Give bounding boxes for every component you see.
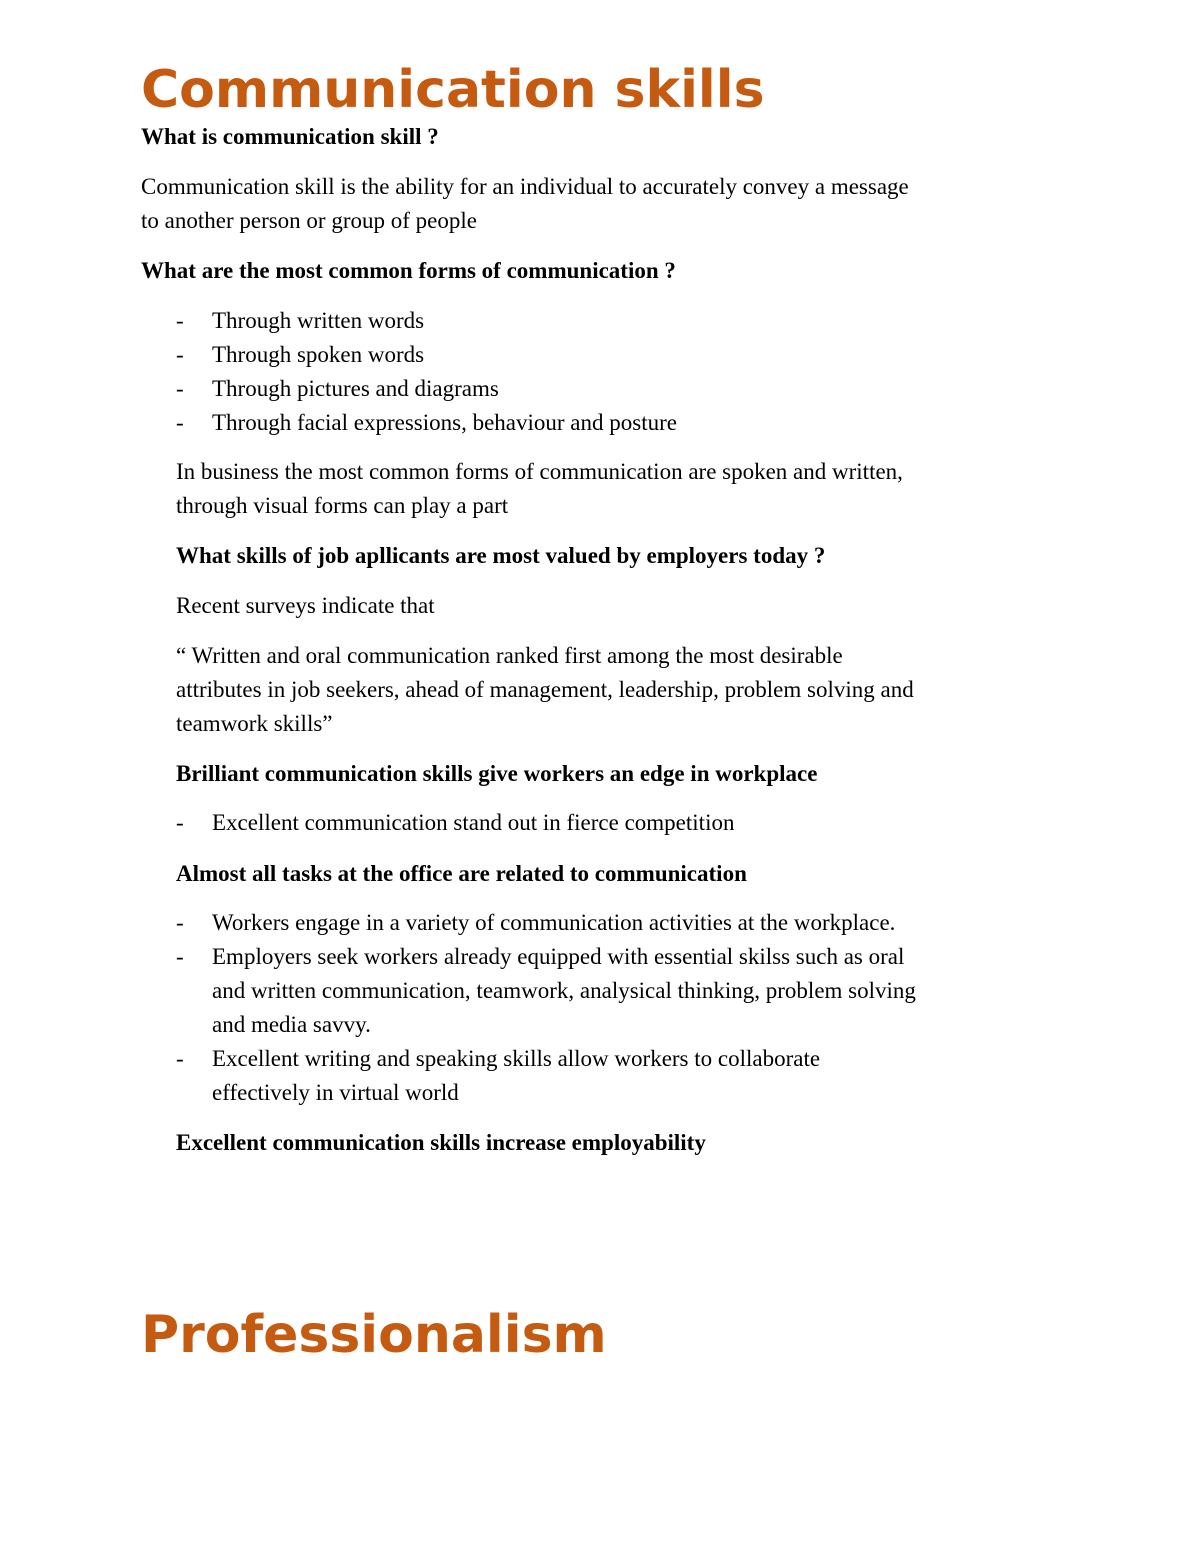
bullet-marker: - xyxy=(176,342,184,367)
question-common-forms: What are the most common forms of communication ? xyxy=(141,258,676,283)
bullet-marker: - xyxy=(176,410,184,435)
heading-communication-skills: Communication skills xyxy=(141,60,765,120)
list-item: Excellent writing and speaking skills allow workers to collaborate xyxy=(212,1046,821,1071)
quote-line-2: attributes in job seekers, ahead of management, leadership, problem solving and xyxy=(176,677,914,702)
question-what-is-communication: What is communication skill ? xyxy=(141,124,439,149)
list-item-continuation: and media savvy. xyxy=(212,1012,371,1037)
heading-office-tasks: Almost all tasks at the office are related to communication xyxy=(176,861,747,886)
list-item: Through pictures and diagrams xyxy=(212,376,499,401)
quote-line-3: teamwork skills” xyxy=(176,711,333,736)
business-line-2: through visual forms can play a part xyxy=(176,493,509,518)
answer-line-2: to another person or group of people xyxy=(141,208,477,233)
list-item: Through written words xyxy=(212,308,425,333)
business-line-1: In business the most common forms of communication are spoken and written, xyxy=(176,459,903,484)
heading-professionalism: Professionalism xyxy=(141,1305,607,1365)
quote-line-1: “ Written and oral communication ranked first among the most desirable xyxy=(176,643,843,668)
question-valued-skills: What skills of job apllicants are most valued by employers today ? xyxy=(176,543,826,568)
list-item: Through spoken words xyxy=(212,342,425,367)
bullet-marker: - xyxy=(176,1046,184,1071)
list-item: Workers engage in a variety of communication activities at the workplace. xyxy=(212,910,896,935)
survey-intro: Recent surveys indicate that xyxy=(176,593,435,618)
bullet-marker: - xyxy=(176,376,184,401)
answer-line-1: Communication skill is the ability for an individual to accurately convey a message xyxy=(141,174,909,199)
bullet-marker: - xyxy=(176,910,184,935)
list-item: Excellent communication stand out in fierce competition xyxy=(212,810,735,835)
list-item-continuation: effectively in virtual world xyxy=(212,1080,459,1105)
bullet-marker: - xyxy=(176,944,184,969)
list-item: Through facial expressions, behaviour and posture xyxy=(212,410,677,435)
heading-employability: Excellent communication skills increase employability xyxy=(176,1130,706,1155)
bullet-marker: - xyxy=(176,308,184,333)
heading-edge-in-workplace: Brilliant communication skills give workers an edge in workplace xyxy=(176,761,818,786)
list-item: Employers seek workers already equipped with essential skilss such as oral xyxy=(212,944,905,969)
bullet-marker: - xyxy=(176,810,184,835)
list-item-continuation: and written communication, teamwork, analysical thinking, problem solving xyxy=(212,978,916,1003)
